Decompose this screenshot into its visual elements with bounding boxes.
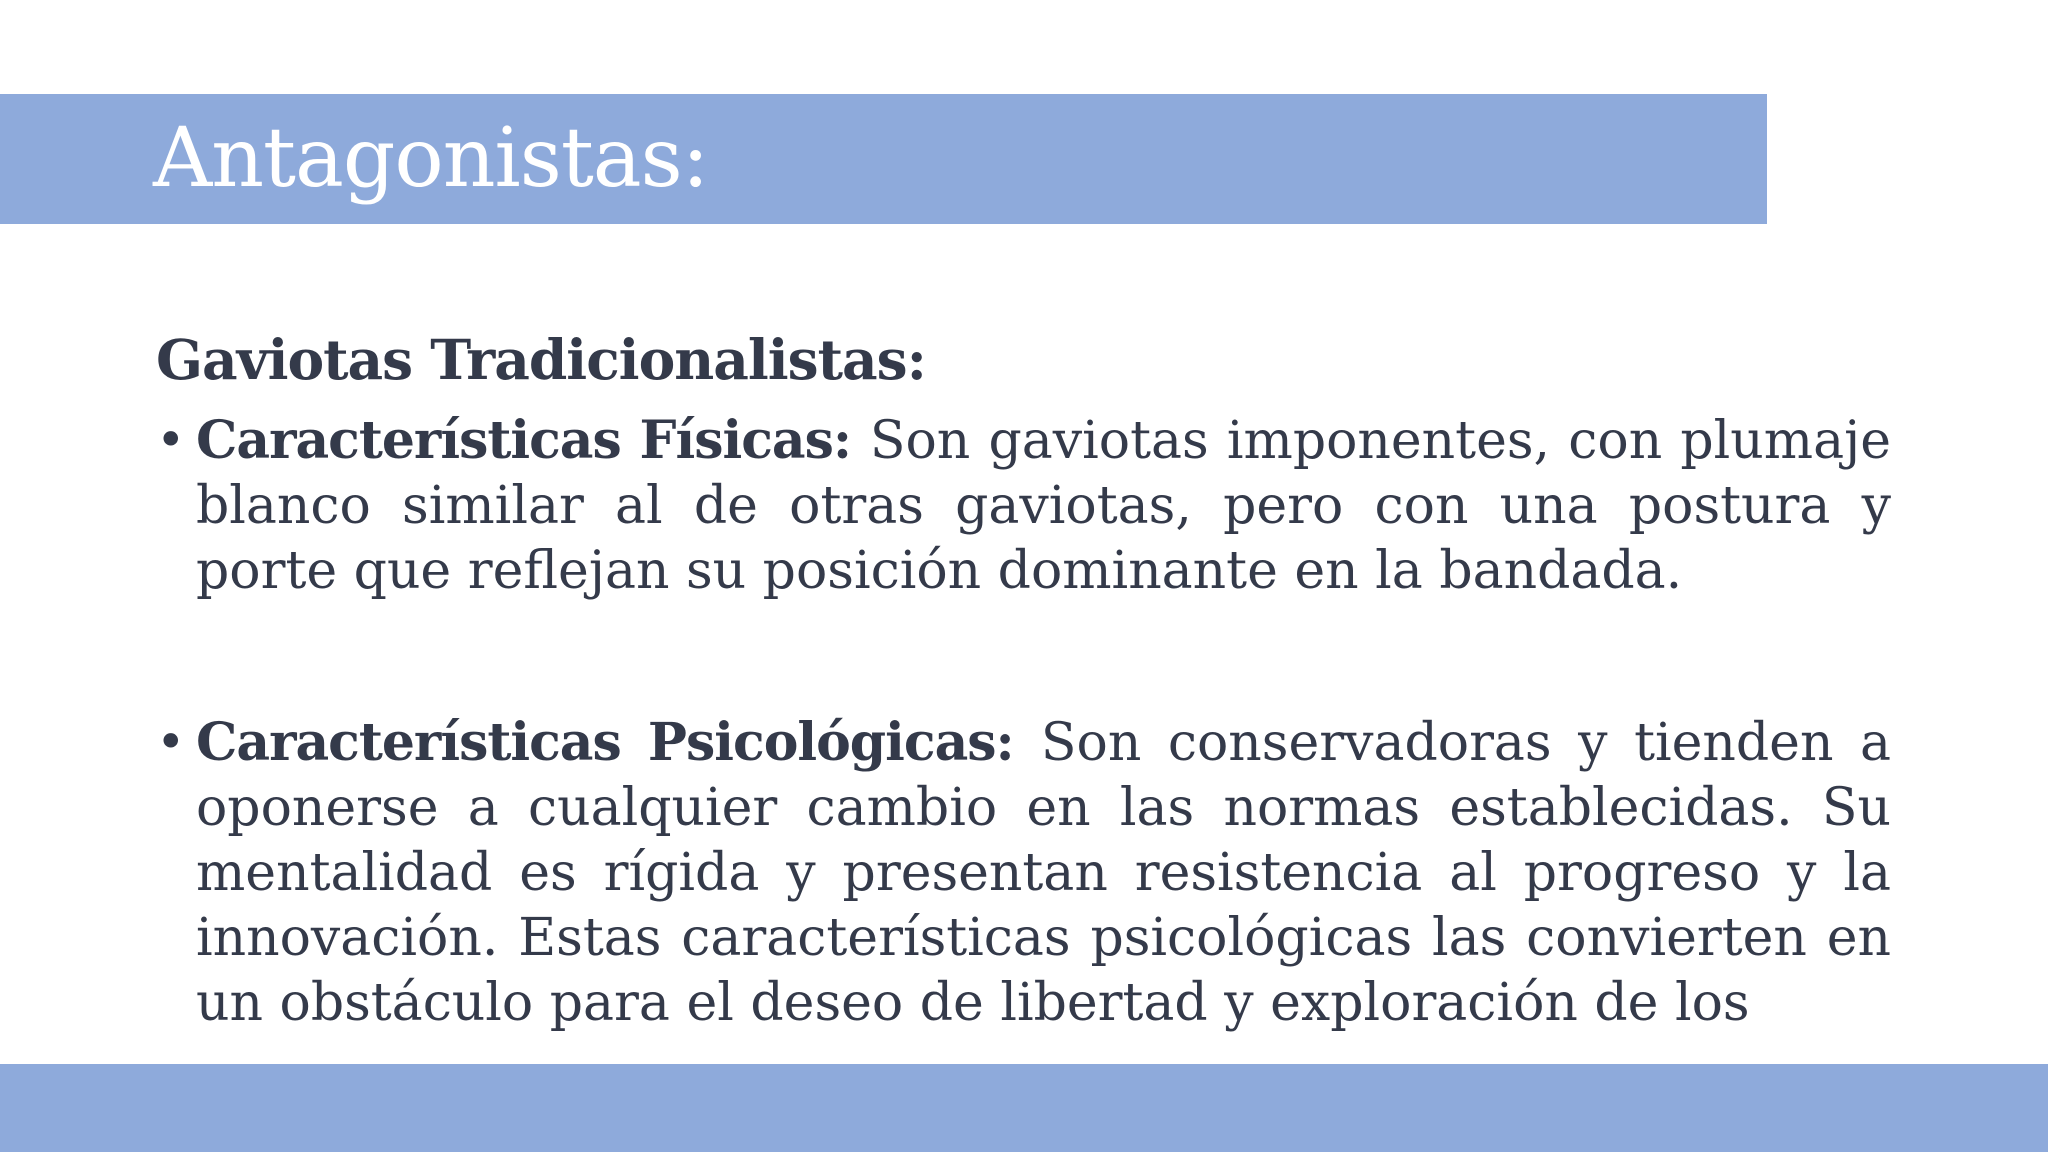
bullet-text: Son conservadoras y tienden a oponerse a cualquier cambio en las normas establecidas. Su mentalidad es rígida y presentan resistencia al progreso y la innovación. Estas características psicológicas las convierten en un obstáculo para el deseo de libertad y exploración de los xyxy=(196,713,1892,1033)
bullet-item-fisicas xyxy=(156,408,1891,604)
bullet-label: Características Psicológicas: xyxy=(196,712,1041,773)
bullet-item-psicologicas xyxy=(156,710,1891,1036)
bullet-icon: • xyxy=(156,411,186,469)
bullet-text: Son gaviotas imponentes, con plumaje blanco similar al de otras gaviotas, pero con una postura y porte que reflejan su posición dominante en la bandada. xyxy=(196,411,1891,601)
bullet-label: Características Físicas: xyxy=(196,410,870,471)
bullet-icon: • xyxy=(156,713,186,771)
slide-title: Antagonistas: xyxy=(153,111,709,206)
slide-content xyxy=(156,320,1891,1036)
footer-band xyxy=(0,1064,2048,1152)
subheading: Gaviotas Tradicionalistas: xyxy=(156,327,926,392)
